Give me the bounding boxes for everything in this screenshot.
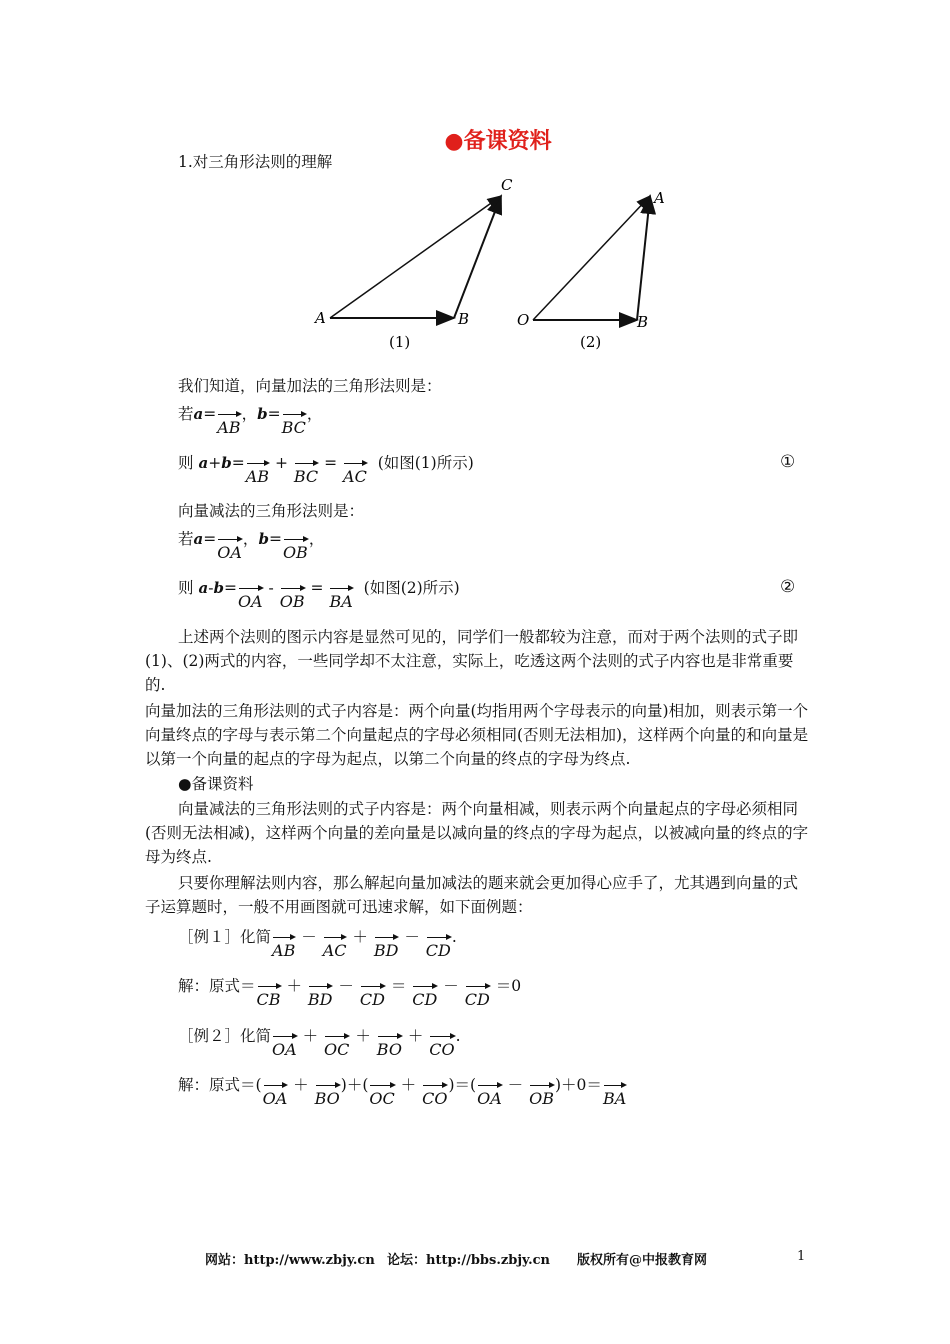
formula-1-marker: ① [780, 452, 796, 472]
example-1: ［例１］化简AB － AC ＋ BD － CD. [178, 928, 457, 960]
vector-ba-arrow [637, 196, 650, 320]
paragraph-explanation: 上述两个法则的图示内容是显然可见的，同学们一般都较为注意，而对于两个法则的式子即(1)、(2)两式的内容，一些同学却不太注意，实际上，吃透这两个法则的式子内容也是非常重要的. [145, 628, 799, 694]
vector-oa-arrow [533, 196, 650, 320]
paragraph-subtraction-rule: 向量减法的三角形法则的式子内容是：两个向量相减，则表示两个向量起点的字母必须相同(否则无法相减)，这样两个向量的差向量是以减向量的终点的字母为起点，以被减向量的终点的字母为终点. [145, 800, 809, 866]
solution-2: 解：原式＝(OA ＋ BO)＋(OC ＋ CO)＝(OA － OB)＋0＝BA [178, 1076, 627, 1108]
addition-formula: 则 a+b=AB + BC = AC (如图(1)所示) [178, 454, 474, 486]
formula-2-marker: ② [780, 577, 796, 597]
paragraph-addition-rule: 向量加法的三角形法则的式子内容是：两个向量(均指用两个字母表示的向量)相加，则表示第一个向量终点的字母与表示第二个向量起点的字母必须相同(否则无法相加)，这样两个向量的和向量是以第一个向量的起点的字母为起点，以第二个向量的终点的字母为终点. [145, 702, 809, 768]
figure-2-caption: (2) [580, 333, 602, 351]
point-o-label: O [517, 311, 530, 329]
section-title: ●备课资料 [444, 129, 552, 154]
point-b2-label: B [637, 313, 649, 331]
figure-1-caption: (1) [389, 333, 411, 351]
point-a2-label: A [654, 189, 665, 207]
footer-website: 网站：http://www.zbjy.cn [205, 1253, 375, 1268]
point-b-label: B [458, 310, 470, 328]
vector-ac-arrow [330, 196, 501, 318]
triangle-figure [300, 170, 680, 360]
point-c-label: C [501, 176, 513, 194]
subtraction-formula: 则 a-b=OA - OB = BA (如图(2)所示) [178, 579, 460, 611]
subtraction-condition: 若a=OA，b=OB， [178, 530, 325, 562]
subtraction-intro: 向量减法的三角形法则是： [178, 502, 365, 520]
footer-copyright: 版权所有@中报教育网 [577, 1253, 708, 1268]
addition-intro: 我们知道，向量加法的三角形法则是： [178, 377, 442, 395]
solution-1: 解：原式＝CB ＋ BD － CD ＝ CD － CD ＝0 [178, 977, 522, 1009]
addition-condition: 若a=AB，b=BC， [178, 405, 323, 437]
paragraph-usage: 只要你理解法则内容，那么解起向量加减法的题来就会更加得心应手了，尤其遇到向量的式子运算题时，一般不用画图就可迅速求解，如下面例题： [145, 874, 799, 916]
subsection-heading: 1.对三角形法则的理解 [178, 153, 333, 171]
example-2: ［例２］化简OA ＋ OC ＋ BO ＋ CO. [178, 1027, 461, 1059]
vector-bc-arrow [454, 196, 501, 318]
repeated-heading: ●备课资料 [178, 775, 254, 793]
page-number: 1 [797, 1249, 806, 1264]
footer-forum: 论坛：http://bbs.zbjy.cn [387, 1253, 551, 1268]
point-a-label: A [315, 309, 326, 327]
